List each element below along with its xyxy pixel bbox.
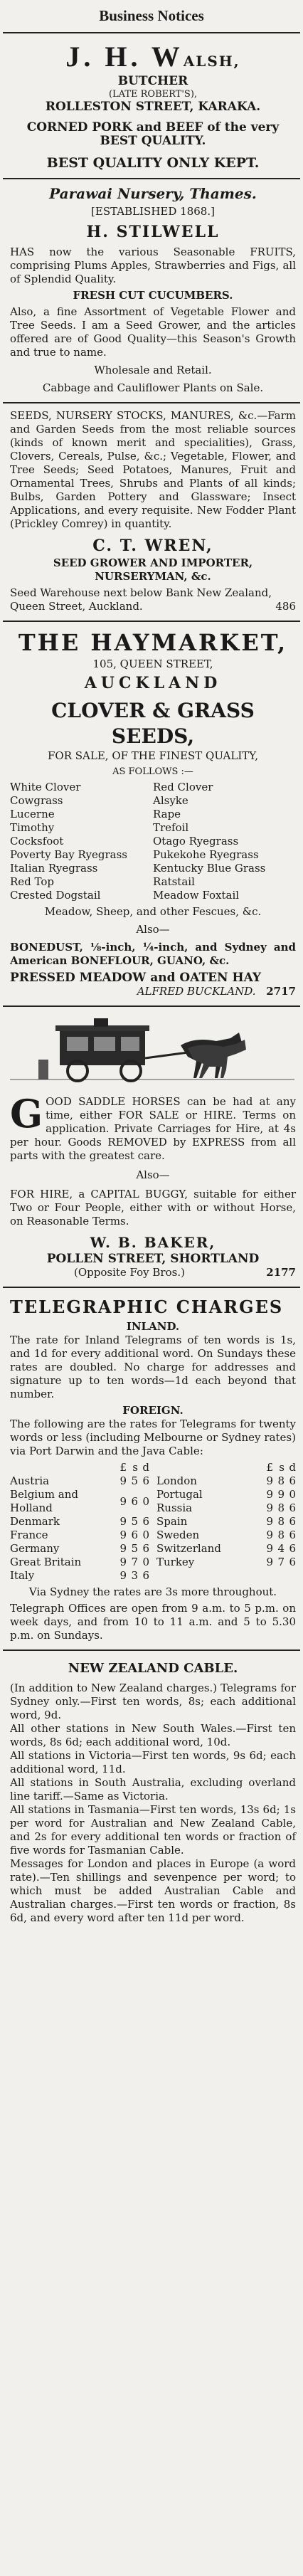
- baker-opposite: (Opposite Foy Bros.): [74, 1266, 185, 1279]
- seed-list-left: [10, 781, 153, 902]
- table-row: [156, 1542, 296, 1556]
- haymarket-address: 105, QUEEN STREET,: [92, 658, 213, 670]
- rate-amount: 6: [289, 1556, 296, 1568]
- baker-name: W. B. BAKER,: [90, 1234, 216, 1251]
- wren-title2: NURSERYMAN, &c.: [95, 570, 211, 583]
- rate-amount: 9: [119, 1515, 127, 1528]
- rate-amount: 8: [277, 1474, 285, 1487]
- table-row: [156, 1515, 296, 1529]
- rate-country: Great Britain: [10, 1556, 82, 1568]
- rate-country: France: [10, 1529, 48, 1541]
- seed-item: Red Top: [10, 875, 55, 888]
- wren-ref: 486: [275, 600, 296, 613]
- seed-item: Otago Ryegrass: [153, 835, 239, 848]
- rate-amount: 9: [119, 1556, 127, 1568]
- rate-amount: 5: [131, 1474, 138, 1487]
- table-row: [10, 1515, 149, 1529]
- stilwell-p2: FRESH CUT CUCUMBERS.: [73, 289, 233, 302]
- seed-item: Cowgrass: [10, 794, 63, 807]
- rate-amount: 6: [131, 1494, 138, 1508]
- walsh-line1: CORNED PORK and BEEF of the very: [26, 120, 280, 134]
- haymarket-ref: 2717: [266, 985, 296, 998]
- cable-p4: All stations in South Australia, excluding overland line tariff.—Same as Victoria.: [10, 1776, 296, 1802]
- rates-header-cell: £: [266, 1461, 273, 1474]
- rates-header-blank: [10, 1461, 115, 1474]
- haymarket-as-follows: AS FOLLOWS :—: [112, 766, 193, 777]
- telegraph-p1: The rate for Inland Telegrams of ten words is 1s, and 1d for every additional word. On Sundays these rates are doubled. No charge for addresses and signature up to ten words—1d each beyond that number.: [10, 1334, 296, 1400]
- rate-country: London: [156, 1474, 197, 1487]
- haymarket-meadow: Meadow, Sheep, and other Fescues, &c.: [44, 905, 262, 918]
- seed-item: Poverty Bay Ryegrass: [10, 848, 128, 861]
- rate-amount: 0: [142, 1529, 149, 1541]
- walsh-trade: BUTCHER: [117, 74, 188, 88]
- stilwell-p1: HAS now the various Seasonable FRUITS, comprising Plums Apples, Strawberries and Figs, all of Splendid Quality.: [10, 246, 296, 285]
- rate-amount: 8: [277, 1501, 285, 1514]
- cable-p5: All stations in Tasmania—First ten words, 13s 6d; 1s per word for Australian and New Zealand Cable, and 2s for every additional ten words or fraction of five words for Tasmanian Cable.: [10, 1803, 296, 1857]
- baker-ref: 2177: [266, 1266, 296, 1279]
- rate-amount: 9: [119, 1569, 127, 1582]
- rate-amount: 0: [289, 1488, 296, 1501]
- telegraph-p3: Telegraph Offices are open from 9 a.m. to 5 p.m. on week days, and from 10 to 11 a.m. and 5 to 5.30 p.m. on Sundays.: [10, 1602, 296, 1642]
- seed-item: Alsyke: [153, 794, 188, 807]
- rates-left: [10, 1461, 149, 1583]
- telegraph-sydney: Via Sydney the rates are 3s more throughout.: [28, 1585, 277, 1598]
- rate-amount: 5: [131, 1515, 138, 1528]
- haymarket-name: ALFRED BUCKLAND.: [137, 985, 256, 998]
- rate-amount: 8: [277, 1515, 285, 1528]
- rates-header-row: [156, 1461, 296, 1474]
- cable-p2: All other stations in New South Wales.—First ten words, 8s 6d; each additional word, 10d.: [10, 1722, 296, 1748]
- table-row: [10, 1529, 149, 1542]
- walsh-advert: [0, 33, 303, 178]
- haymarket-sub: FOR SALE, OF THE FINEST QUALITY,: [48, 749, 258, 762]
- baker-advert: [0, 1007, 303, 1287]
- telegraph-advert: [0, 1288, 303, 1649]
- telegraph-foreign: FOREIGN.: [122, 1404, 184, 1417]
- rate-country: Belgium and Holland: [10, 1488, 78, 1514]
- seed-list-right: [153, 781, 296, 902]
- haymarket-sign: [10, 985, 296, 998]
- walsh-name: [10, 39, 296, 75]
- rate-amount: 9: [266, 1501, 273, 1514]
- walsh-name-big: J. H. W: [65, 41, 184, 73]
- rate-country: Austria: [10, 1474, 50, 1487]
- seed-item: Crested Dogstail: [10, 889, 101, 902]
- seed-item: Cocksfoot: [10, 835, 64, 848]
- seed-item: Lucerne: [10, 808, 55, 820]
- stilwell-nursery: Parawai Nursery, Thames.: [49, 185, 257, 202]
- wren-address-line: [10, 586, 296, 613]
- haymarket-also: Also—: [136, 923, 170, 936]
- table-row: [156, 1556, 296, 1569]
- rate-amount: 4: [277, 1542, 285, 1555]
- wren-name: C. T. WREN,: [92, 537, 213, 555]
- table-row: [10, 1474, 149, 1488]
- rate-amount: 9: [266, 1515, 273, 1528]
- haymarket-seeds: CLOVER & GRASS SEEDS,: [51, 699, 255, 748]
- baker-p1: [10, 1091, 296, 1163]
- rates-header-row: [10, 1461, 149, 1474]
- seed-item: Timothy: [10, 821, 55, 834]
- rate-amount: 6: [142, 1542, 149, 1555]
- haymarket-advert: [0, 622, 303, 1005]
- seed-item: Meadow Foxtail: [153, 889, 240, 902]
- walsh-line3: BEST QUALITY ONLY KEPT.: [46, 155, 260, 171]
- rate-amount: 6: [289, 1501, 296, 1514]
- table-row: [156, 1488, 296, 1501]
- rates-right-table: [156, 1461, 296, 1569]
- stilwell-advert: [0, 179, 303, 402]
- table-row: [10, 1556, 149, 1569]
- baker-drop-cap: G: [10, 1091, 43, 1136]
- cable-p1: (In addition to New Zealand charges.) Telegrams for Sydney only.—First ten words, 8s; each additional word, 9d.: [10, 1682, 296, 1721]
- rate-amount: 0: [142, 1494, 149, 1508]
- rate-amount: 0: [142, 1556, 149, 1568]
- seed-item: Red Clover: [153, 781, 213, 793]
- coach-engraving-icon: [10, 1017, 294, 1088]
- rate-amount: 9: [277, 1488, 285, 1501]
- stilwell-p5: Cabbage and Cauliflower Plants on Sale.: [42, 381, 264, 394]
- rate-amount: 9: [266, 1542, 273, 1555]
- rate-country: Germany: [10, 1542, 60, 1555]
- seed-item: Rape: [153, 808, 181, 820]
- rate-amount: 9: [266, 1488, 273, 1501]
- cable-p3: All stations in Victoria—First ten words, 9s 6d; each additional word, 11d.: [10, 1749, 296, 1775]
- rate-amount: 9: [119, 1494, 127, 1508]
- rates-header-cell: s: [132, 1461, 138, 1474]
- table-row: [156, 1529, 296, 1542]
- rate-amount: 7: [131, 1556, 138, 1568]
- seed-item: Pukekohe Ryegrass: [153, 848, 259, 861]
- baker-p2: FOR HIRE, a CAPITAL BUGGY, suitable for either Two or Four People, either with or without Horse, on Reasonable Terms.: [10, 1188, 296, 1228]
- rate-amount: 6: [289, 1474, 296, 1487]
- rates-header-cell: d: [142, 1461, 149, 1474]
- wren-address: Seed Warehouse next below Bank New Zealand, Queen Street, Auckland.: [10, 586, 272, 613]
- seed-item: Italian Ryegrass: [10, 862, 98, 875]
- table-row: [10, 1569, 149, 1583]
- rates-right: [156, 1461, 296, 1583]
- rates-header-cell: d: [289, 1461, 296, 1474]
- rate-amount: 6: [142, 1515, 149, 1528]
- rate-amount: 6: [142, 1569, 149, 1582]
- walsh-name-small: ALSH,: [183, 53, 240, 70]
- rate-country: Portugal: [156, 1488, 203, 1501]
- rate-amount: 9: [266, 1529, 273, 1541]
- rate-country: Italy: [10, 1569, 35, 1582]
- rates-left-table: [10, 1461, 149, 1583]
- haymarket-bonedust: BONEDUST, ⅛-inch, ¼-inch, and Sydney and American BONEFLOUR, GUANO, &c.: [10, 941, 296, 967]
- rate-amount: 6: [289, 1542, 296, 1555]
- rate-country: Switzerland: [156, 1542, 221, 1555]
- baker-address: POLLEN STREET, SHORTLAND: [46, 1252, 260, 1266]
- coach-illustration: [10, 1017, 296, 1088]
- rate-amount: 6: [142, 1474, 149, 1487]
- rate-amount: 9: [266, 1556, 273, 1568]
- stilwell-established: [ESTABLISHED 1868.]: [91, 205, 215, 218]
- wren-advert: [0, 403, 303, 621]
- cable-title: NEW ZEALAND CABLE.: [68, 1661, 238, 1676]
- baker-also: Also—: [136, 1168, 170, 1181]
- rates-header-cell: s: [279, 1461, 285, 1474]
- haymarket-title: THE HAYMARKET,: [18, 629, 288, 656]
- section-title: Business Notices: [99, 7, 204, 24]
- rates-header-cell: £: [119, 1461, 127, 1474]
- table-row: [10, 1542, 149, 1556]
- rate-amount: 3: [131, 1569, 138, 1582]
- seed-item: Kentucky Blue Grass: [153, 862, 266, 875]
- rate-amount: 6: [289, 1515, 296, 1528]
- rate-amount: 9: [266, 1474, 273, 1487]
- wren-title1: SEED GROWER AND IMPORTER,: [53, 556, 253, 569]
- table-row: [10, 1488, 149, 1515]
- table-row: [156, 1474, 296, 1488]
- stilwell-p4: Wholesale and Retail.: [94, 364, 212, 376]
- cable-notice: [0, 1651, 303, 1932]
- rate-amount: 9: [119, 1542, 127, 1555]
- telegraph-p2: The following are the rates for Telegrams for twenty words or less (including Melbourne or Sydney rates) via Port Darwin and the Java Cable:: [10, 1418, 296, 1457]
- rate-amount: 6: [289, 1529, 296, 1541]
- walsh-late: (LATE ROBERT'S),: [108, 89, 198, 100]
- rate-country: Russia: [156, 1501, 193, 1514]
- cable-p6: Messages for London and places in Europe (a word rate).—Ten shillings and sevenpence per word; to which must be added Australian Cable and Australian charges.—First ten words or fraction, 8s 6d, and every word after ten 11d per word.: [10, 1857, 296, 1924]
- table-row: [156, 1501, 296, 1515]
- haymarket-seed-list: [10, 781, 296, 902]
- stilwell-name: H. STILWELL: [86, 223, 220, 241]
- walsh-line2: BEST QUALITY.: [100, 134, 206, 148]
- rate-amount: 9: [119, 1529, 127, 1541]
- rate-country: Spain: [156, 1515, 188, 1528]
- rate-amount: 9: [119, 1474, 127, 1487]
- rate-country: Sweden: [156, 1529, 200, 1541]
- walsh-address: ROLLESTON STREET, KARAKA.: [45, 100, 261, 114]
- rate-amount: 8: [277, 1529, 285, 1541]
- baker-opposite-line: [10, 1266, 296, 1279]
- wren-p1: SEEDS, NURSERY STOCKS, MANURES, &c.—Farm and Garden Seeds from the most reliable sources (kinds of known merit and specialities), Grass, Clovers, Cereals, Pulse, &c.; Vegetable, Flower, and Tree Seeds; Seed Potatoes, Manures, Fruit and Ornamental Trees, Shrubs and Plants of all kinds; Bulbs, Garden Pottery and Glassware; Insect Applications, and every requisite. New Fodder Plant (Prickley Comrey) in quantity.: [10, 409, 296, 530]
- telegraph-inland: INLAND.: [126, 1320, 180, 1333]
- rate-country: Denmark: [10, 1515, 60, 1528]
- telegraph-title: TELEGRAPHIC CHARGES: [10, 1297, 284, 1317]
- rate-country: Turkey: [156, 1556, 195, 1568]
- seed-item: Ratstail: [153, 875, 195, 888]
- rate-amount: 5: [131, 1542, 138, 1555]
- rate-amount: 6: [131, 1529, 138, 1541]
- rate-amount: 7: [277, 1556, 285, 1568]
- seed-item: White Clover: [10, 781, 81, 793]
- haymarket-city: AUCKLAND: [84, 674, 222, 692]
- seed-item: Trefoil: [153, 821, 189, 834]
- telegraph-rates: [10, 1461, 296, 1583]
- stilwell-p3: Also, a fine Assortment of Vegetable Flower and Tree Seeds. I am a Seed Grower, and the articles offered are of Good Quality—this Season's Growth and true to name.: [10, 305, 296, 359]
- haymarket-pressed: PRESSED MEADOW and OATEN HAY: [10, 971, 262, 985]
- rates-header-blank: [156, 1461, 262, 1474]
- baker-p1-text: OOD SADDLE HORSES can be had at any time, either FOR SALE or HIRE. Terms on application. Private Carriages for Hire, at 4s per hour. Goods REMOVED by EXPRESS from all parts with the greatest care.: [10, 1095, 296, 1162]
